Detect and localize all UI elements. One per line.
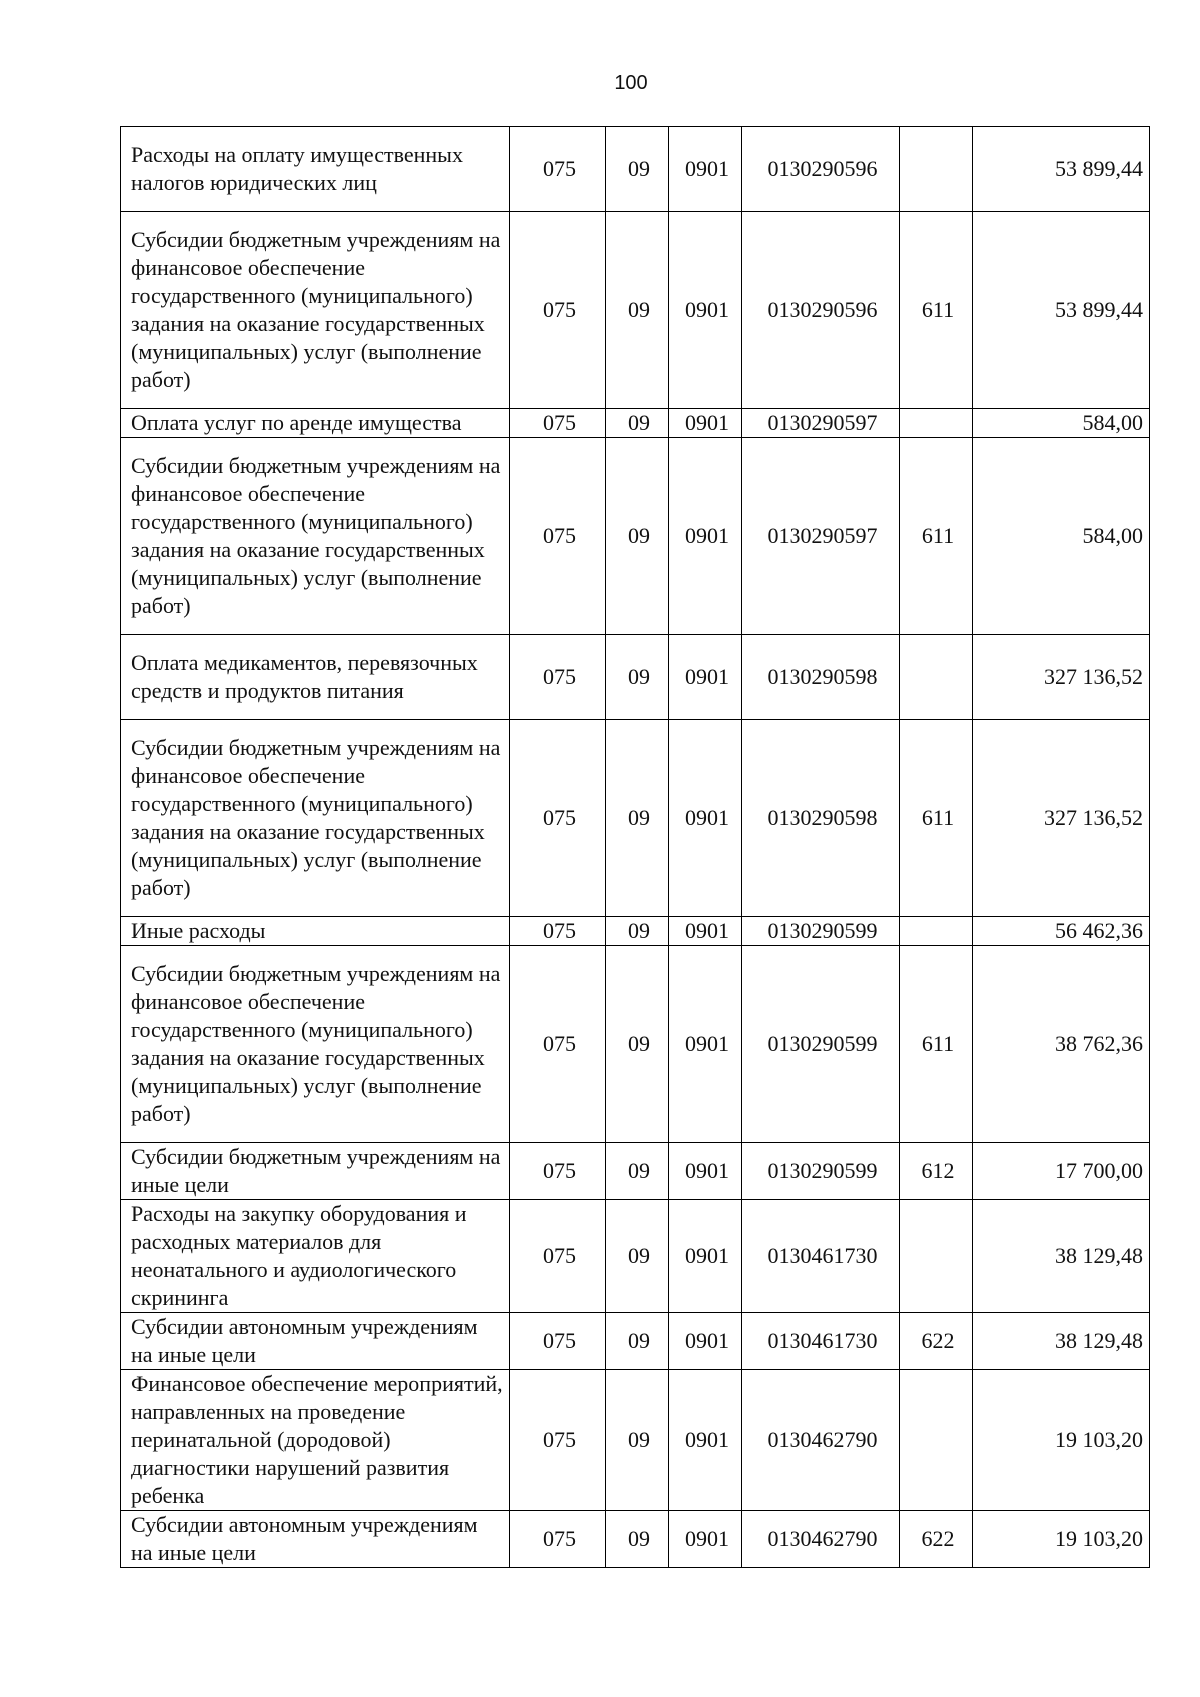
row-rz-cell: 09 bbox=[606, 1313, 669, 1370]
row-gr-cell: 075 bbox=[510, 720, 606, 917]
row-rz-cell: 09 bbox=[606, 1370, 669, 1511]
row-gr-cell: 075 bbox=[510, 438, 606, 635]
row-gr-cell: 075 bbox=[510, 1370, 606, 1511]
row-csr-cell: 0130290596 bbox=[742, 127, 900, 212]
row-csr-cell: 0130462790 bbox=[742, 1511, 900, 1568]
row-vr-cell: 611 bbox=[900, 438, 973, 635]
row-pr-cell: 0901 bbox=[669, 720, 742, 917]
row-amount-cell: 38 129,48 bbox=[973, 1313, 1150, 1370]
table-row bbox=[121, 127, 1150, 212]
row-amount-cell: 56 462,36 bbox=[973, 917, 1150, 946]
row-gr-cell: 075 bbox=[510, 1143, 606, 1200]
table-row bbox=[121, 212, 1150, 409]
row-pr-cell: 0901 bbox=[669, 212, 742, 409]
row-csr-cell: 0130290598 bbox=[742, 720, 900, 917]
row-name-cell: Субсидии бюджетным учреждениям на финансовое обеспечение государственного (муниципального) задания на оказание государственных (муниципальных) услуг (выполнение работ) bbox=[121, 720, 510, 917]
table-row bbox=[121, 946, 1150, 1143]
row-rz-cell: 09 bbox=[606, 1143, 669, 1200]
row-csr-cell: 0130290597 bbox=[742, 438, 900, 635]
row-vr-cell: 622 bbox=[900, 1511, 973, 1568]
row-name-cell: Субсидии автономным учреждениям на иные цели bbox=[121, 1313, 510, 1370]
row-name-cell: Субсидии бюджетным учреждениям на финансовое обеспечение государственного (муниципального) задания на оказание государственных (муниципальных) услуг (выполнение работ) bbox=[121, 212, 510, 409]
row-pr-cell: 0901 bbox=[669, 1313, 742, 1370]
row-rz-cell: 09 bbox=[606, 409, 669, 438]
row-rz-cell: 09 bbox=[606, 1200, 669, 1313]
row-amount-cell: 19 103,20 bbox=[973, 1370, 1150, 1511]
table-row bbox=[121, 1370, 1150, 1511]
table-row bbox=[121, 1200, 1150, 1313]
row-gr-cell: 075 bbox=[510, 946, 606, 1143]
row-pr-cell: 0901 bbox=[669, 1511, 742, 1568]
row-amount-cell: 584,00 bbox=[973, 438, 1150, 635]
row-amount-cell: 584,00 bbox=[973, 409, 1150, 438]
row-name-cell: Финансовое обеспечение мероприятий, направленных на проведение перинатальной (дородовой) диагностики нарушений развития ребенка bbox=[121, 1370, 510, 1511]
row-csr-cell: 0130462790 bbox=[742, 1370, 900, 1511]
table-row bbox=[121, 917, 1150, 946]
row-name-cell: Иные расходы bbox=[121, 917, 510, 946]
row-vr-cell bbox=[900, 127, 973, 212]
row-csr-cell: 0130461730 bbox=[742, 1200, 900, 1313]
row-vr-cell: 622 bbox=[900, 1313, 973, 1370]
table-row bbox=[121, 1313, 1150, 1370]
row-gr-cell: 075 bbox=[510, 1313, 606, 1370]
row-pr-cell: 0901 bbox=[669, 409, 742, 438]
row-gr-cell: 075 bbox=[510, 127, 606, 212]
row-pr-cell: 0901 bbox=[669, 917, 742, 946]
row-name-cell: Субсидии бюджетным учреждениям на иные цели bbox=[121, 1143, 510, 1200]
table-row bbox=[121, 635, 1150, 720]
row-rz-cell: 09 bbox=[606, 946, 669, 1143]
row-rz-cell: 09 bbox=[606, 1511, 669, 1568]
row-gr-cell: 075 bbox=[510, 409, 606, 438]
row-amount-cell: 327 136,52 bbox=[973, 635, 1150, 720]
row-amount-cell: 53 899,44 bbox=[973, 127, 1150, 212]
row-rz-cell: 09 bbox=[606, 635, 669, 720]
row-gr-cell: 075 bbox=[510, 635, 606, 720]
row-csr-cell: 0130290598 bbox=[742, 635, 900, 720]
row-amount-cell: 327 136,52 bbox=[973, 720, 1150, 917]
row-name-cell: Расходы на закупку оборудования и расходных материалов для неонатального и аудиологического скрининга bbox=[121, 1200, 510, 1313]
row-vr-cell bbox=[900, 917, 973, 946]
row-csr-cell: 0130461730 bbox=[742, 1313, 900, 1370]
row-pr-cell: 0901 bbox=[669, 438, 742, 635]
table-row bbox=[121, 720, 1150, 917]
row-vr-cell bbox=[900, 409, 973, 438]
row-gr-cell: 075 bbox=[510, 1511, 606, 1568]
row-gr-cell: 075 bbox=[510, 1200, 606, 1313]
row-rz-cell: 09 bbox=[606, 212, 669, 409]
row-csr-cell: 0130290597 bbox=[742, 409, 900, 438]
row-vr-cell: 611 bbox=[900, 212, 973, 409]
table-row bbox=[121, 409, 1150, 438]
row-rz-cell: 09 bbox=[606, 127, 669, 212]
row-name-cell: Оплата услуг по аренде имущества bbox=[121, 409, 510, 438]
row-pr-cell: 0901 bbox=[669, 1370, 742, 1511]
row-amount-cell: 19 103,20 bbox=[973, 1511, 1150, 1568]
row-csr-cell: 0130290596 bbox=[742, 212, 900, 409]
row-amount-cell: 38 762,36 bbox=[973, 946, 1150, 1143]
row-csr-cell: 0130290599 bbox=[742, 917, 900, 946]
row-pr-cell: 0901 bbox=[669, 946, 742, 1143]
row-csr-cell: 0130290599 bbox=[742, 1143, 900, 1200]
row-vr-cell: 611 bbox=[900, 720, 973, 917]
row-pr-cell: 0901 bbox=[669, 1143, 742, 1200]
row-rz-cell: 09 bbox=[606, 917, 669, 946]
row-name-cell: Субсидии бюджетным учреждениям на финансовое обеспечение государственного (муниципального) задания на оказание государственных (муниципальных) услуг (выполнение работ) bbox=[121, 438, 510, 635]
row-rz-cell: 09 bbox=[606, 720, 669, 917]
row-rz-cell: 09 bbox=[606, 438, 669, 635]
row-csr-cell: 0130290599 bbox=[742, 946, 900, 1143]
row-vr-cell bbox=[900, 1370, 973, 1511]
row-name-cell: Субсидии бюджетным учреждениям на финансовое обеспечение государственного (муниципального) задания на оказание государственных (муниципальных) услуг (выполнение работ) bbox=[121, 946, 510, 1143]
row-gr-cell: 075 bbox=[510, 212, 606, 409]
row-name-cell: Оплата медикаментов, перевязочных средств и продуктов питания bbox=[121, 635, 510, 720]
table-row bbox=[121, 1143, 1150, 1200]
budget-table bbox=[120, 126, 1150, 1568]
row-amount-cell: 38 129,48 bbox=[973, 1200, 1150, 1313]
table-row bbox=[121, 1511, 1150, 1568]
table-row bbox=[121, 438, 1150, 635]
row-vr-cell bbox=[900, 635, 973, 720]
row-vr-cell: 611 bbox=[900, 946, 973, 1143]
row-vr-cell bbox=[900, 1200, 973, 1313]
row-gr-cell: 075 bbox=[510, 917, 606, 946]
row-name-cell: Субсидии автономным учреждениям на иные цели bbox=[121, 1511, 510, 1568]
page-number: 100 bbox=[614, 72, 648, 94]
row-pr-cell: 0901 bbox=[669, 1200, 742, 1313]
row-pr-cell: 0901 bbox=[669, 635, 742, 720]
row-name-cell: Расходы на оплату имущественных налогов юридических лиц bbox=[121, 127, 510, 212]
row-amount-cell: 53 899,44 bbox=[973, 212, 1150, 409]
row-amount-cell: 17 700,00 bbox=[973, 1143, 1150, 1200]
row-vr-cell: 612 bbox=[900, 1143, 973, 1200]
row-pr-cell: 0901 bbox=[669, 127, 742, 212]
